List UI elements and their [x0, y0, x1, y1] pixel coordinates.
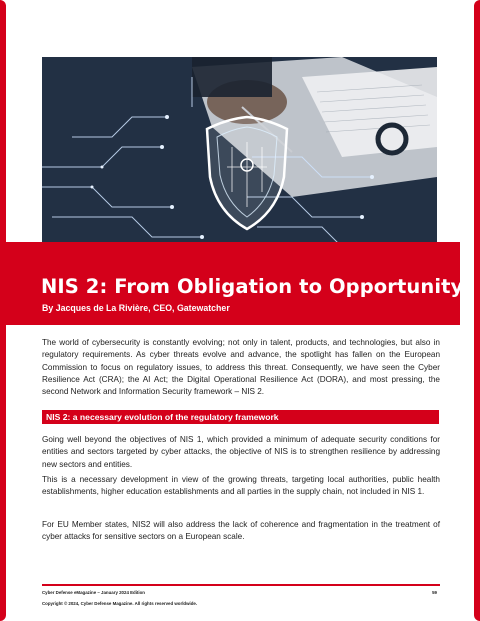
section-heading: NIS 2: a necessary evolution of the regulatory framework — [46, 412, 279, 422]
article-title: NIS 2: From Obligation to Opportunity — [41, 275, 464, 298]
body-paragraph: This is a necessary development in view of the growing threats, targeting local authorities, public health establishments, higher education establishments and all parties in the supply chain, not included in NIS 1. — [42, 475, 440, 497]
right-red-edge — [474, 0, 480, 621]
hero-image — [42, 57, 437, 255]
intro-paragraph: The world of cybersecurity is constantly evolving; not only in talent, products, and technologies, but also in regulatory requirements. As cyber threats evolve and advance, the spotlight has fallen on the European Commission to focus on regulatory issues, to address this threat. Consequently, we have seen the Cyber Resilience Act (CRA); the AI Act; the Digital Operational Resilience Act (DORA), and most pressing, the second Network and Information Security framework – NIS 2. — [42, 338, 440, 397]
copyright-notice: Copyright © 2024, Cyber Defense Magazine. All rights reserved worldwide. — [42, 601, 198, 606]
body-paragraph: For EU Member states, NIS2 will also address the lack of coherence and fragmentation in the treatment of cyber attacks for sensitive sectors on a European scale. — [42, 520, 440, 542]
article-byline: By Jacques de La Rivière, CEO, Gatewatcher — [42, 303, 230, 313]
page-number: 59 — [432, 590, 437, 595]
footer-divider — [42, 584, 440, 586]
footer-publication: Cyber Defense eMagazine – January 2024 Edition — [42, 590, 145, 595]
body-paragraph: Going well beyond the objectives of NIS 1, which provided a minimum of adequate security conditions for entities and sectors targeted by cyber attacks, the objective of NIS is to strengthen resilience by addressing new sectors and entities. — [42, 435, 440, 469]
